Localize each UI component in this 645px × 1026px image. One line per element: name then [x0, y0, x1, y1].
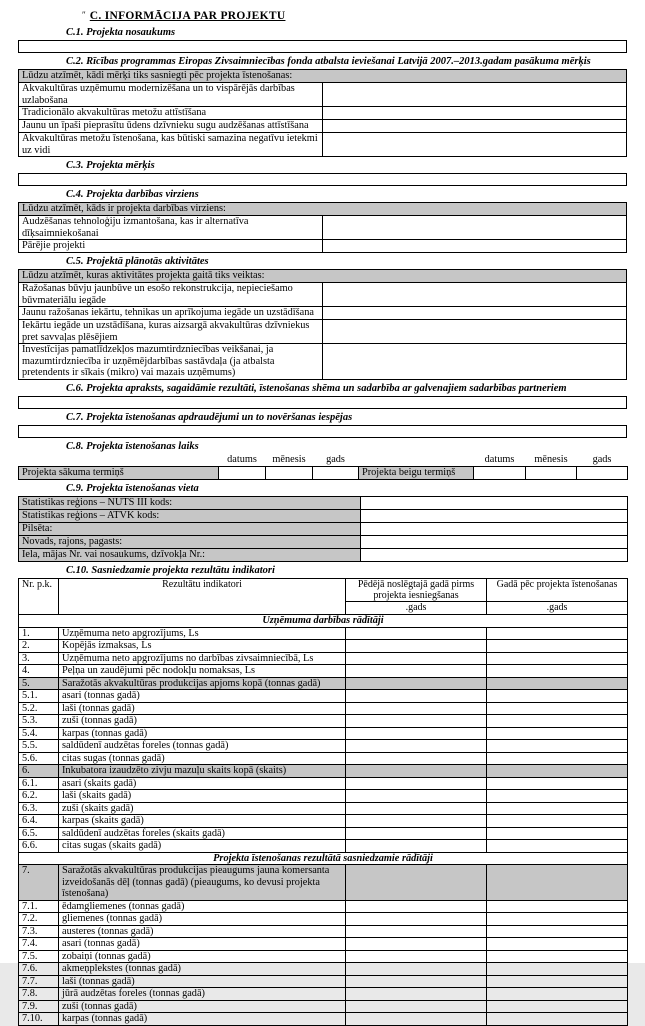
c10-row-4.-indicator-label: Peļņa un zaudējumi pēc nodokļu nomaksas, Ls	[59, 665, 346, 678]
c8-end-col-datums: datums	[474, 454, 526, 467]
section-heading-c7: C.7. Projekta īstenošanas apdraudējumi un to novēršanas iespējas	[66, 411, 353, 423]
c10-row-6.4	[19, 815, 628, 828]
c9-novads-rajons-pagasts-value-field[interactable]	[361, 536, 628, 549]
c10-row-1.-after-value-field[interactable]	[487, 627, 628, 640]
c10-row-1	[19, 627, 628, 640]
c2-goals-table	[18, 69, 627, 157]
c10-row-6.3.-indicator-label: zuši (skaits gadā)	[59, 802, 346, 815]
c10-row-5.3.-before-value-field[interactable]	[346, 715, 487, 728]
page-title: C. INFORMĀCIJA PAR PROJEKTU	[89, 10, 286, 22]
c5-option-3-label: Iekārtu iegāde un uzstādīšana, kuras aizsargā akvakultūras dzīvniekus pret savvaļas plēsējiem	[19, 320, 323, 344]
section-heading-c10: C.10. Sasniedzamie projekta rezultātu indikatori	[66, 565, 275, 576]
c8-start-date-field[interactable]	[219, 467, 266, 480]
c10-row-7.-after-value-field[interactable]	[487, 865, 628, 901]
c9-row-novads-rajons-pagasts	[19, 536, 628, 549]
c10-row-6.6.-indicator-label: citas sugas (skaits gadā)	[59, 840, 346, 853]
c10-row-7.3.-indicator-label: austeres (tonnas gadā)	[59, 925, 346, 938]
c10-row-6.3	[19, 802, 628, 815]
c10-row-6.5	[19, 827, 628, 840]
c10-row-7.1.-after-value-field[interactable]	[487, 900, 628, 913]
c10-row-7.8.-before-value-field[interactable]	[346, 988, 487, 1001]
stray-quote-mark: ″	[82, 10, 86, 20]
c10-row-7.1.-before-value-field[interactable]	[346, 900, 487, 913]
c10-row-7.7.-after-value-field[interactable]	[487, 975, 628, 988]
c10-row-6.6.-after-value-field[interactable]	[487, 840, 628, 853]
c10-row-5.-before-value-field[interactable]	[346, 677, 487, 690]
c10-group-header-row	[19, 852, 628, 865]
c9-stat-region-atvk-kods-label: Statistikas reģions – ATVK kods:	[19, 510, 361, 523]
c10-row-4.-after-value-field[interactable]	[487, 665, 628, 678]
c10-col-before: Pēdējā noslēgtajā gadā pirms projekta iesniegšanas	[346, 579, 487, 602]
c4-prompt-row	[19, 203, 627, 216]
c8-header-blank-start	[19, 454, 219, 467]
c10-row-4.-number: 4.	[19, 665, 59, 678]
c10-row-5.4.-after-value-field[interactable]	[487, 727, 628, 740]
c10-row-7	[19, 865, 628, 901]
c10-row-6.1.-indicator-label: asari (skaits gadā)	[59, 777, 346, 790]
c10-row-3.-after-value-field[interactable]	[487, 652, 628, 665]
c10-row-6.3.-after-value-field[interactable]	[487, 802, 628, 815]
c10-row-2.-indicator-label: Kopējās izmaksas, Ls	[59, 640, 346, 653]
c8-header-blank-end	[359, 454, 474, 467]
c10-row-7.6.-number: 7.6.	[19, 963, 59, 976]
c9-novads-rajons-pagasts-label: Novads, rajons, pagasts:	[19, 536, 361, 549]
c8-end-date-field[interactable]	[474, 467, 526, 480]
c8-start-month-field[interactable]	[266, 467, 313, 480]
c2-option-1-checkbox[interactable]	[323, 83, 627, 107]
c10-row-6.2	[19, 790, 628, 803]
c10-row-1.-number: 1.	[19, 627, 59, 640]
c10-row-6.-before-value-field[interactable]	[346, 765, 487, 778]
c2-option-2-label: Tradicionālo akvakultūras metožu attīstīšana	[19, 107, 323, 120]
section-heading-c1: C.1. Projekta nosaukums	[66, 27, 176, 38]
c8-start-col-gads: gads	[313, 454, 359, 467]
c10-row-7.3.-before-value-field[interactable]	[346, 925, 487, 938]
c10-row-7.3.-number: 7.3.	[19, 925, 59, 938]
c10-row-5.6.-number: 5.6.	[19, 752, 59, 765]
c10-row-7.1.-indicator-label: ēdamgliemenes (tonnas gadā)	[59, 900, 346, 913]
c10-row-5.2.-before-value-field[interactable]	[346, 702, 487, 715]
c10-row-5.1.-indicator-label: asari (tonnas gadā)	[59, 690, 346, 703]
c9-row-iela-majas-nr	[19, 549, 628, 562]
c10-row-7.-indicator-label: Saražotās akvakultūras produkcijas pieaugums jauna komersanta izveidošanās dēļ (tonnas gadā) (pieaugums, ko devusi projekta īstenošana)	[59, 865, 346, 901]
c10-row-7.6.-before-value-field[interactable]	[346, 963, 487, 976]
c9-pilseta-value-field[interactable]	[361, 523, 628, 536]
c10-col-nr: Nr. p.k.	[19, 579, 59, 615]
c5-option-row	[19, 307, 627, 320]
c10-row-5.3.-indicator-label: zuši (tonnas gadā)	[59, 715, 346, 728]
c1-project-name-input-box[interactable]	[18, 40, 627, 53]
c10-row-7.2.-indicator-label: gliemenes (tonnas gadā)	[59, 913, 346, 926]
c10-row-7.2.-number: 7.2.	[19, 913, 59, 926]
c10-row-7.4	[19, 938, 628, 951]
c10-row-6.1.-before-value-field[interactable]	[346, 777, 487, 790]
section-heading-c9: C.9. Projekta īstenošanas vieta	[66, 483, 199, 494]
c10-row-3.-number: 3.	[19, 652, 59, 665]
c10-row-6	[19, 765, 628, 778]
c4-prompt: Lūdzu atzīmēt, kāds ir projekta darbības virziens:	[19, 203, 627, 216]
c10-row-7.2.-before-value-field[interactable]	[346, 913, 487, 926]
c10-row-6.-number: 6.	[19, 765, 59, 778]
c2-option-row	[19, 133, 627, 157]
c10-row-3.-indicator-label: Uzņēmuma neto apgrozījums no darbības zivsaimniecībā, Ls	[59, 652, 346, 665]
c10-row-7.5	[19, 950, 628, 963]
c9-pilseta-label: Pilsēta:	[19, 523, 361, 536]
c5-prompt: Lūdzu atzīmēt, kuras aktivitātes projekta gaitā tiks veiktas:	[19, 270, 627, 283]
c10-row-7.4.-after-value-field[interactable]	[487, 938, 628, 951]
c10-row-6.1	[19, 777, 628, 790]
c4-option-2-label: Pārējie projekti	[19, 240, 323, 253]
c10-row-5.3.-after-value-field[interactable]	[487, 715, 628, 728]
c10-row-7.2	[19, 913, 628, 926]
c4-option-1-label: Audzēšanas tehnoloģiju izmantošana, kas ir alternatīva dīķsaimniekošanai	[19, 216, 323, 240]
c10-row-7.10.-number: 7.10.	[19, 1013, 59, 1026]
c6-description-input-box[interactable]	[18, 396, 627, 409]
c2-option-4-checkbox[interactable]	[323, 133, 627, 157]
c10-row-5.2.-number: 5.2.	[19, 702, 59, 715]
section-heading-c3: C.3. Projekta mērķis	[66, 160, 155, 171]
c10-row-7.6	[19, 963, 628, 976]
c10-row-6.5.-after-value-field[interactable]	[487, 827, 628, 840]
c10-row-5.1.-number: 5.1.	[19, 690, 59, 703]
c10-row-6.6.-before-value-field[interactable]	[346, 840, 487, 853]
c10-row-5.2.-after-value-field[interactable]	[487, 702, 628, 715]
c9-row-stat-region-nuts-kods	[19, 497, 628, 510]
c5-option-3-checkbox[interactable]	[323, 320, 627, 344]
c10-row-6.2.-number: 6.2.	[19, 790, 59, 803]
c9-iela-majas-nr-label: Iela, mājas Nr. vai nosaukums, dzīvokļa Nr.:	[19, 549, 361, 562]
c10-row-5.6.-before-value-field[interactable]	[346, 752, 487, 765]
c10-row-7.7	[19, 975, 628, 988]
c10-row-2.-number: 2.	[19, 640, 59, 653]
c8-values-row	[19, 467, 628, 480]
c10-row-2.-before-value-field[interactable]	[346, 640, 487, 653]
c5-option-1-label: Ražošanas būvju jaunbūve un esošo rekonstrukcija, nepieciešamo būvmateriālu iegāde	[19, 283, 323, 307]
c10-row-6.5.-indicator-label: saldūdenī audzētas foreles (skaits gadā)	[59, 827, 346, 840]
c4-option-row	[19, 240, 627, 253]
c10-row-5.1.-after-value-field[interactable]	[487, 690, 628, 703]
c9-row-stat-region-atvk-kods	[19, 510, 628, 523]
c10-row-7.7.-indicator-label: laši (tonnas gadā)	[59, 975, 346, 988]
c10-row-6.1.-number: 6.1.	[19, 777, 59, 790]
c8-start-label: Projekta sākuma termiņš	[19, 467, 219, 480]
c10-row-7.3	[19, 925, 628, 938]
c10-group-header-label: Uzņēmuma darbības rādītāji	[19, 615, 628, 628]
c4-option-1-checkbox[interactable]	[323, 216, 627, 240]
c10-after-gads-label: .gads	[487, 602, 628, 615]
c5-option-row	[19, 320, 627, 344]
c10-row-7.7.-before-value-field[interactable]	[346, 975, 487, 988]
c10-row-6.4.-after-value-field[interactable]	[487, 815, 628, 828]
c10-row-5.5.-indicator-label: saldūdenī audzētas foreles (tonnas gadā)	[59, 740, 346, 753]
c10-row-5.4.-number: 5.4.	[19, 727, 59, 740]
c10-col-after: Gadā pēc projekta īstenošanas	[487, 579, 628, 602]
c10-row-7.9	[19, 1000, 628, 1013]
c5-option-1-checkbox[interactable]	[323, 283, 627, 307]
section-heading-c8: C.8. Projekta īstenošanas laiks	[66, 440, 199, 452]
c10-group-header-row	[19, 615, 628, 628]
c10-row-5.6.-indicator-label: citas sugas (tonnas gadā)	[59, 752, 346, 765]
c10-row-5.6	[19, 752, 628, 765]
c5-option-4-checkbox[interactable]	[323, 344, 627, 380]
c9-stat-region-nuts-kods-label: Statistikas reģions – NUTS III kods:	[19, 497, 361, 510]
c10-row-7.5.-number: 7.5.	[19, 950, 59, 963]
section-heading-c2: C.2. Rīcības programmas Eiropas Zivsaimniecības fonda atbalsta ieviešanai Latvijā 2007.–2013.gadam pasākuma mērķis	[66, 56, 591, 67]
c10-row-5.4	[19, 727, 628, 740]
c7-risks-input-box[interactable]	[18, 425, 627, 438]
c9-location-table	[18, 496, 628, 562]
c2-option-4-label: Akvakultūras metožu īstenošana, kas būtiski samazina negatīvu ietekmi uz vidi	[19, 133, 323, 157]
c9-row-pilseta	[19, 523, 628, 536]
c10-row-6.4.-indicator-label: karpas (skaits gadā)	[59, 815, 346, 828]
c5-option-2-checkbox[interactable]	[323, 307, 627, 320]
c10-row-7.6.-indicator-label: akmeņplekstes (tonnas gadā)	[59, 963, 346, 976]
c2-option-row	[19, 83, 627, 107]
c10-row-6.-indicator-label: Inkubatora izaudzēto zivju mazuļu skaits kopā (skaits)	[59, 765, 346, 778]
section-heading-c4: C.4. Projekta darbības virziens	[66, 189, 199, 200]
c10-row-3.-before-value-field[interactable]	[346, 652, 487, 665]
c10-row-5.5.-after-value-field[interactable]	[487, 740, 628, 753]
c10-row-7.5.-before-value-field[interactable]	[346, 950, 487, 963]
c10-row-6.5.-before-value-field[interactable]	[346, 827, 487, 840]
c10-row-3	[19, 652, 628, 665]
c10-row-6.2.-after-value-field[interactable]	[487, 790, 628, 803]
c2-option-row	[19, 107, 627, 120]
c4-option-2-checkbox[interactable]	[323, 240, 627, 253]
c10-row-7.2.-after-value-field[interactable]	[487, 913, 628, 926]
c10-row-5.4.-before-value-field[interactable]	[346, 727, 487, 740]
c10-row-6.3.-number: 6.3.	[19, 802, 59, 815]
c10-row-5.1	[19, 690, 628, 703]
c10-row-5.6.-after-value-field[interactable]	[487, 752, 628, 765]
c10-row-5.3	[19, 715, 628, 728]
c8-start-col-datums: datums	[219, 454, 266, 467]
c10-col-indicators: Rezultātu indikatori	[59, 579, 346, 615]
c8-end-year-field[interactable]	[577, 467, 628, 480]
c8-end-month-field[interactable]	[526, 467, 577, 480]
c10-row-4.-before-value-field[interactable]	[346, 665, 487, 678]
c10-row-7.8.-after-value-field[interactable]	[487, 988, 628, 1001]
c10-row-5.4.-indicator-label: karpas (tonnas gadā)	[59, 727, 346, 740]
c8-end-col-gads: gads	[577, 454, 628, 467]
c10-row-6.2.-before-value-field[interactable]	[346, 790, 487, 803]
c10-row-6.-after-value-field[interactable]	[487, 765, 628, 778]
c10-row-7.8.-indicator-label: jūrā audzētas foreles (tonnas gadā)	[59, 988, 346, 1001]
c10-row-4	[19, 665, 628, 678]
c2-option-3-checkbox[interactable]	[323, 120, 627, 133]
c9-iela-majas-nr-value-field[interactable]	[361, 549, 628, 562]
c4-option-row	[19, 216, 627, 240]
c10-row-5.1.-before-value-field[interactable]	[346, 690, 487, 703]
c10-row-5	[19, 677, 628, 690]
c2-option-3-label: Jaunu un īpaši pieprasītu ūdens dzīvnieku sugu audzēšanas attīstīšana	[19, 120, 323, 133]
c2-prompt-row	[19, 70, 627, 83]
c2-option-row	[19, 120, 627, 133]
c10-row-5.-number: 5.	[19, 677, 59, 690]
c5-option-row	[19, 344, 627, 380]
c10-row-7.4.-before-value-field[interactable]	[346, 938, 487, 951]
c10-row-7.4.-indicator-label: asari (tonnas gadā)	[59, 938, 346, 951]
c10-row-7.9.-number: 7.9.	[19, 1000, 59, 1013]
c10-row-6.3.-before-value-field[interactable]	[346, 802, 487, 815]
c10-row-6.5.-number: 6.5.	[19, 827, 59, 840]
c10-row-5.5.-before-value-field[interactable]	[346, 740, 487, 753]
c10-row-7.9.-before-value-field[interactable]	[346, 1000, 487, 1013]
c5-prompt-row	[19, 270, 627, 283]
c10-row-7.1.-number: 7.1.	[19, 900, 59, 913]
c10-row-7.5.-indicator-label: zobaiņi (tonnas gadā)	[59, 950, 346, 963]
c10-row-7.10.-before-value-field[interactable]	[346, 1013, 487, 1026]
c10-row-6.2.-indicator-label: laši (skaits gadā)	[59, 790, 346, 803]
c10-row-5.2	[19, 702, 628, 715]
c10-row-6.6.-number: 6.6.	[19, 840, 59, 853]
c10-row-6.4.-before-value-field[interactable]	[346, 815, 487, 828]
c10-row-7.6.-after-value-field[interactable]	[487, 963, 628, 976]
c2-option-1-label: Akvakultūras uzņēmumu modernizēšana un to vispārējās darbības uzlabošana	[19, 83, 323, 107]
page-title-row	[18, 8, 627, 23]
c8-end-col-menesis: mēnesis	[526, 454, 577, 467]
c10-row-7.10.-after-value-field[interactable]	[487, 1013, 628, 1026]
c10-header-row	[19, 579, 628, 602]
c10-row-2	[19, 640, 628, 653]
c10-row-5.5.-number: 5.5.	[19, 740, 59, 753]
c10-row-5.-after-value-field[interactable]	[487, 677, 628, 690]
c10-row-7.7.-number: 7.7.	[19, 975, 59, 988]
c10-row-2.-after-value-field[interactable]	[487, 640, 628, 653]
c10-row-7.-before-value-field[interactable]	[346, 865, 487, 901]
c8-end-label: Projekta beigu termiņš	[359, 467, 474, 480]
c5-option-2-label: Jaunu ražošanas iekārtu, tehnikas un aprīkojuma iegāde un uzstādīšana	[19, 307, 323, 320]
c10-row-6.6	[19, 840, 628, 853]
c10-row-7.1	[19, 900, 628, 913]
c10-row-7.8.-number: 7.8.	[19, 988, 59, 1001]
c5-option-row	[19, 283, 627, 307]
c8-implementation-period-table	[18, 454, 628, 481]
c10-row-7.5.-after-value-field[interactable]	[487, 950, 628, 963]
c10-row-7.-number: 7.	[19, 865, 59, 901]
c10-row-7.4.-number: 7.4.	[19, 938, 59, 951]
c10-row-6.4.-number: 6.4.	[19, 815, 59, 828]
c10-row-1.-indicator-label: Uzņēmuma neto apgrozījums, Ls	[59, 627, 346, 640]
c9-stat-region-nuts-kods-value-field[interactable]	[361, 497, 628, 510]
c2-option-2-checkbox[interactable]	[323, 107, 627, 120]
c10-row-5.-indicator-label: Saražotās akvakultūras produkcijas apjoms kopā (tonnas gadā)	[59, 677, 346, 690]
section-heading-c5: C.5. Projektā plānotās aktivitātes	[66, 256, 209, 267]
c10-group-header-label: Projekta īstenošanas rezultātā sasniedzamie rādītāji	[19, 852, 628, 865]
c4-direction-table	[18, 202, 627, 253]
c5-activities-table	[18, 269, 627, 380]
c10-row-5.3.-number: 5.3.	[19, 715, 59, 728]
c10-before-gads-label: .gads	[346, 602, 487, 615]
c10-row-7.8	[19, 988, 628, 1001]
c8-start-col-menesis: mēnesis	[266, 454, 313, 467]
c10-row-7.9.-indicator-label: zuši (tonnas gadā)	[59, 1000, 346, 1013]
c10-row-1.-before-value-field[interactable]	[346, 627, 487, 640]
c9-stat-region-atvk-kods-value-field[interactable]	[361, 510, 628, 523]
c10-row-7.10	[19, 1013, 628, 1026]
c10-row-5.5	[19, 740, 628, 753]
c10-row-7.3.-after-value-field[interactable]	[487, 925, 628, 938]
c10-row-7.10.-indicator-label: karpas (tonnas gadā)	[59, 1013, 346, 1026]
c8-start-year-field[interactable]	[313, 467, 359, 480]
c2-prompt: Lūdzu atzīmēt, kādi mērķi tiks sasniegti pēc projekta īstenošanas:	[19, 70, 627, 83]
c5-option-4-label: Investīcijas pamatlīdzekļos mazumtirdzniecības veikšanai, ja mazumtirdzniecība ir uzņēmējdarbības sastāvdaļa (ja atbalsta pretendents ir sīkais (mikro) vai mazais uzņēmums)	[19, 344, 323, 380]
c8-header-row	[19, 454, 628, 467]
c10-row-7.9.-after-value-field[interactable]	[487, 1000, 628, 1013]
c10-indicators-table	[18, 578, 628, 1026]
c3-project-goal-input-box[interactable]	[18, 173, 627, 186]
c10-row-6.1.-after-value-field[interactable]	[487, 777, 628, 790]
c10-row-5.2.-indicator-label: laši (tonnas gadā)	[59, 702, 346, 715]
section-heading-c6: C.6. Projekta apraksts, sagaidāmie rezultāti, īstenošanas shēma un sadarbība ar galvenajiem sadarbības partneriem	[66, 382, 567, 394]
